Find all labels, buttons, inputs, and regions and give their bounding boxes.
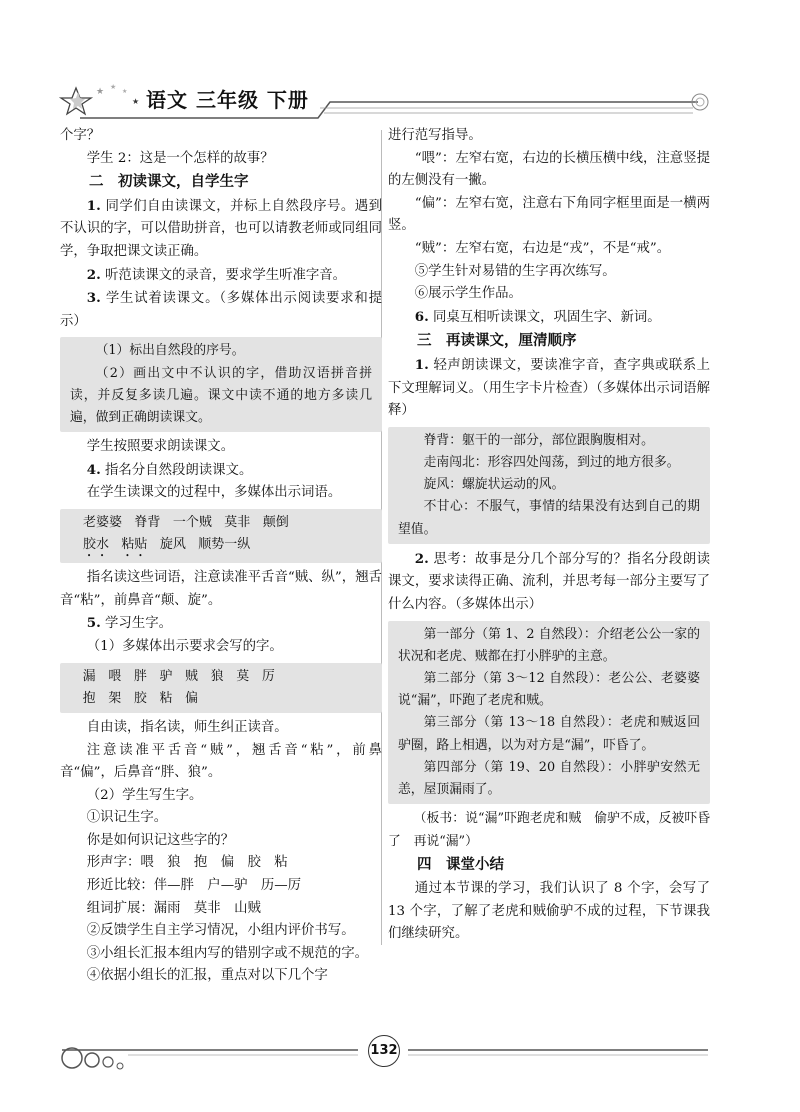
story-parts-box <box>388 621 710 805</box>
box-line: 旋风：螺旋状运动的风。 <box>423 477 565 493</box>
box-line: 第四部分（第 19、20 自然段）：小胖驴安然无恙，屋顶漏雨了。 <box>398 759 700 797</box>
word: 一个贼 <box>172 514 212 530</box>
box-line: （2）画出文中不认识的字，借助汉语拼音拼读，并反复多读几遍。课文中读不通的地方多读几遍，做到正确朗读课文。 <box>70 365 372 425</box>
paragraph: 注意读准平舌音“贼”，翘舌音“粘”，前鼻音“偏”，后鼻音“胖、狼”。 <box>60 742 382 781</box>
word: 老婆婆 <box>83 514 123 530</box>
word-definitions-box <box>388 427 710 544</box>
text-line: 个字？ <box>60 128 101 143</box>
paragraph: （1）多媒体出示要求会写的字。 <box>86 638 283 654</box>
paragraph: “偏”：左窄右宽，注意右下角同字框里面是一横两竖。 <box>388 195 710 234</box>
item-number: 1. <box>414 356 429 373</box>
paragraph: 形声字：喂 狼 抱 偏 胶 粘 <box>86 855 288 871</box>
paragraph <box>60 287 382 333</box>
paragraph-text: 轻声朗读课文，要读准字音，查字典或联系上下文理解词义。（用生字卡片检查）（多媒体出示词语解释） <box>388 357 710 419</box>
paragraph: 自由读，指名读，师生纠正读音。 <box>86 719 288 735</box>
item-number: 2. <box>86 266 101 283</box>
right-column <box>388 125 710 946</box>
box-line: 不甘心：不服气，事情的结果没有达到自己的期望值。 <box>398 499 700 537</box>
paragraph: ③小组长汇报本组内写的错别字或不规范的字。 <box>86 945 368 961</box>
paragraph: 通过本节课的学习，我们认识了 8 个字，会写了 13 个字，了解了老虎和贼偷驴不成的过程，下节课我们继续研究。 <box>388 880 710 942</box>
paragraph-text: 思考：故事是分几个部分写的？指名分段朗读课文，要求读得正确、流利，并思考每一部分主要写了什么内容。（多媒体出示） <box>388 551 710 612</box>
section-heading: 二 初读课文，自学生字 <box>89 174 249 191</box>
character-row: 抱 架 胶 粘 偏 <box>82 690 198 706</box>
page-number: 132 <box>368 1035 400 1067</box>
characters-box <box>60 663 382 713</box>
word: 胶水 <box>83 537 110 553</box>
box-line: 第一部分（第 1、2 自然段）：介绍老公公一家的状况和老虎、贼都在打小胖驴的主意。 <box>398 626 700 664</box>
paragraph: ①识记生字。 <box>86 810 168 826</box>
paragraph: 组词扩展：漏雨 莫非 山贼 <box>86 900 261 916</box>
item-number: 6. <box>414 308 429 325</box>
paragraph-text: 学生试着读课文。（多媒体出示阅读要求和提示） <box>60 291 382 329</box>
paragraph: 指名读这些词语，注意读准平舌音“贼、纵”，翘舌音“粘”，前鼻音“颠、旋”。 <box>60 570 382 608</box>
page-footer <box>58 1030 738 1080</box>
box-line: 走南闯北：形容四处闯荡，到过的地方很多。 <box>423 454 680 470</box>
book-title: 语文 三年级 下册 <box>146 88 309 112</box>
word: 旋风 <box>159 537 186 553</box>
item-number: 3. <box>86 290 101 307</box>
word: 顺势一纵 <box>198 537 251 553</box>
blackboard-note: （板书：说“漏”吓跑老虎和贼 偷驴不成，反被吓昏了 再说“漏”） <box>388 811 710 849</box>
svg-text:★: ★ <box>96 87 105 97</box>
paragraph: “贼”：左窄右宽，右边是“戎”，不是“戒”。 <box>414 240 671 256</box>
svg-text:★: ★ <box>122 88 128 95</box>
paragraph-text: 听范读课文的录音，要求学生听准字音。 <box>100 267 347 283</box>
svg-text:★: ★ <box>110 83 117 91</box>
word-row <box>70 512 372 534</box>
paragraph: ⑤学生针对易错的生字再次练写。 <box>414 263 616 279</box>
reading-tips-box <box>60 337 382 432</box>
paragraph-text: 同桌互相听读课文，巩固生字、新词。 <box>428 309 661 325</box>
word: 脊背 <box>134 514 161 530</box>
box-line: （1）标出自然段的序号。 <box>95 343 245 359</box>
svg-text:★: ★ <box>132 97 140 106</box>
paragraph-text: 同学们自由读课文，并标上自然段序号。遇到不认识的字，可以借助拼音，也可以请教老师或同组同学，争取把课文读正确。 <box>60 198 382 259</box>
paragraph-text: 学习生字。 <box>100 616 172 632</box>
paragraph: ②反馈学生自主学习情况，小组内评价书写。 <box>86 923 355 939</box>
box-line: 脊背：躯干的一部分，部位跟胸腹相对。 <box>423 432 654 448</box>
box-line: 第三部分（第 13～18 自然段）：老虎和贼返回驴圈，路上相遇，以为对方是“漏”，吓昏了。 <box>398 715 700 753</box>
text-line: 进行范写指导。 <box>388 128 482 143</box>
paragraph <box>60 612 382 636</box>
paragraph: ⑥展示学生作品。 <box>414 286 522 302</box>
paragraph: “喂”：左窄右宽，右边的长横压横中线，注意竖提的左侧没有一撇。 <box>388 150 710 189</box>
section-heading: 三 再读课文，厘清顺序 <box>417 333 577 350</box>
paragraph <box>388 306 710 330</box>
item-number: 5. <box>86 615 101 632</box>
word: 粘贴 <box>121 537 148 553</box>
section-heading: 四 课堂小结 <box>417 857 504 874</box>
item-number: 4. <box>86 461 101 478</box>
paragraph <box>60 264 382 288</box>
paragraph <box>388 548 710 617</box>
paragraph: 形近比较：伴—胖 户—驴 历—厉 <box>86 878 302 894</box>
paragraph: （2）学生写生字。 <box>86 787 203 803</box>
paragraph <box>388 354 710 423</box>
word: 莫非 <box>224 514 251 530</box>
paragraph: 学生按照要求朗读课文。 <box>86 439 235 455</box>
vocabulary-box <box>60 509 382 563</box>
paragraph-text: 指名分自然段朗读课文。 <box>100 462 253 478</box>
left-column <box>60 125 382 988</box>
paragraph <box>60 459 382 483</box>
item-number: 2. <box>414 550 429 567</box>
word: 颠倒 <box>262 514 289 530</box>
paragraph: 你是如何识记这些字的？ <box>86 832 235 848</box>
paragraph: ④依据小组长的汇报，重点对以下几个字 <box>86 968 328 984</box>
paragraph: 在学生读课文的过程中，多媒体出示词语。 <box>86 485 342 501</box>
word-row <box>70 534 372 560</box>
item-number: 1. <box>86 197 101 214</box>
page-header <box>58 80 718 120</box>
text-line: 学生 2：这是一个怎样的故事？ <box>86 150 274 166</box>
box-line: 第二部分（第 3～12 自然段）：老公公、老婆婆说“漏”，吓跑了老虎和贼。 <box>398 670 700 709</box>
paragraph <box>60 195 382 264</box>
character-row: 漏 喂 胖 驴 贼 狼 莫 厉 <box>82 668 275 684</box>
